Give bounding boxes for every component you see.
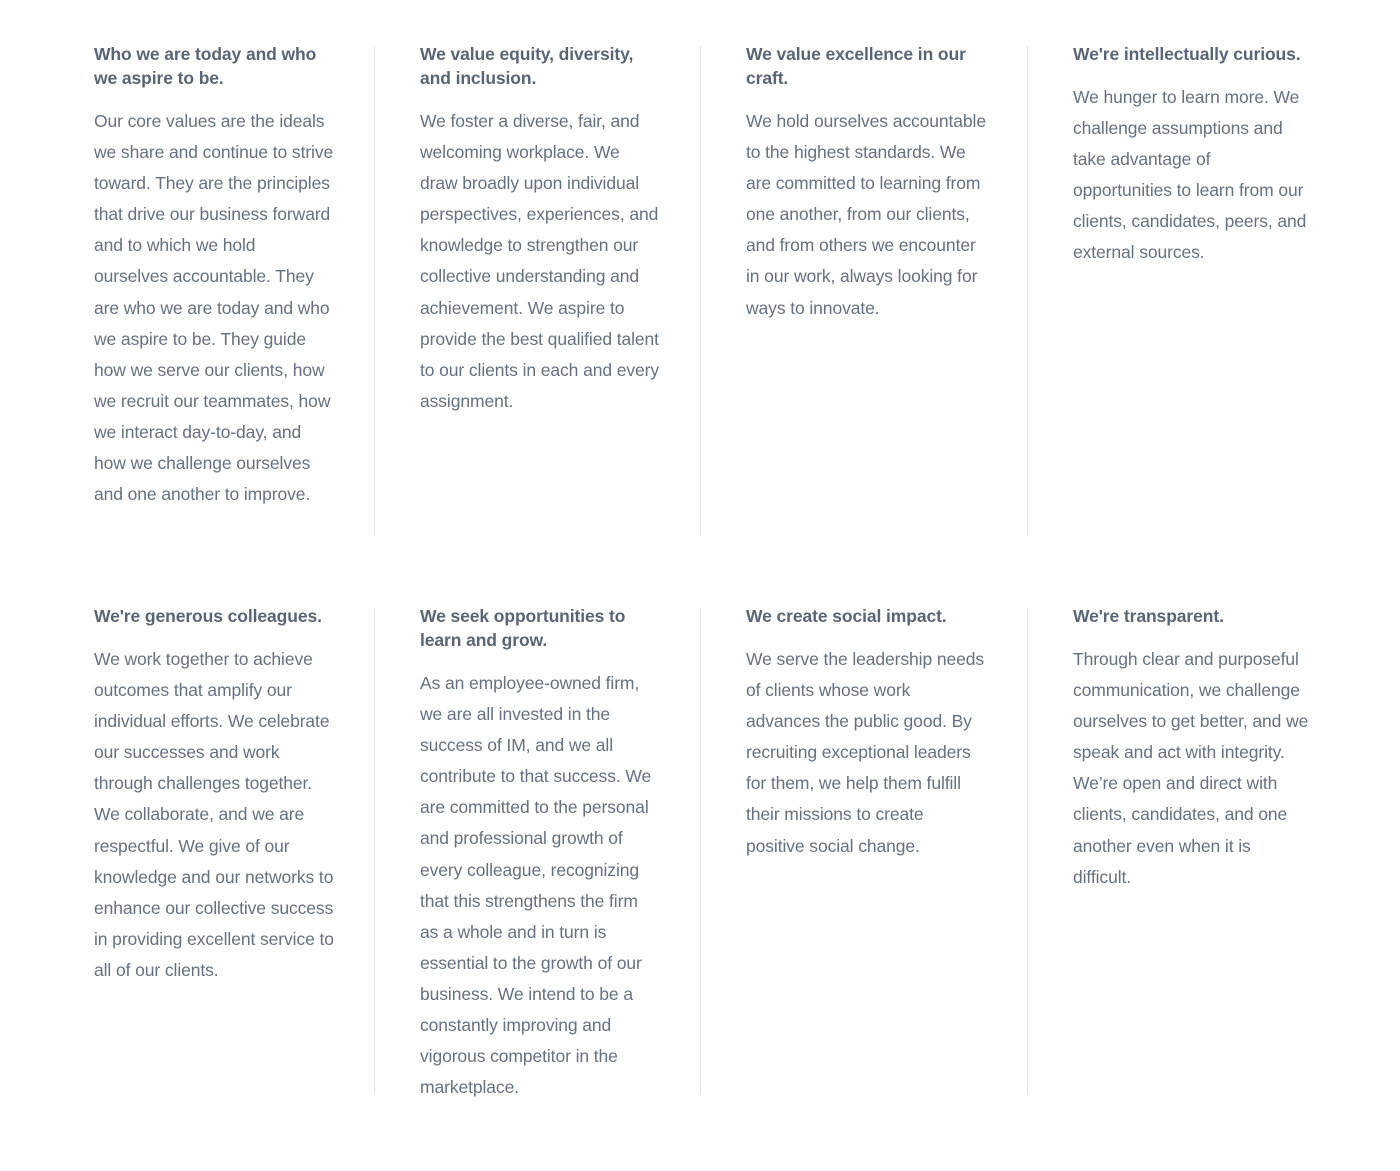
value-card-transparent — [1027, 604, 1354, 893]
value-card-generous-colleagues — [0, 604, 334, 986]
value-card-intellectually-curious — [1027, 42, 1354, 269]
value-description: As an employee-owned firm, we are all invested in the success of IM, and we all contribute to that success. We are committed to the personal and professional growth of every colleague, recognizing that this strengthens the firm as a whole and in turn is essential to the growth of our business. We intend to be a constantly improving and vigorous competitor in the marketplace. — [420, 673, 652, 1098]
value-title: We're generous colleagues. — [94, 606, 322, 626]
value-title: We seek opportunities to learn and grow. — [420, 606, 626, 650]
values-row-2 — [0, 562, 1400, 1171]
value-description: We work together to achieve outcomes that amplify our individual efforts. We celebrate our successes and work through challenges together. We collaborate, and we are respectful. We give of our knowledge and our networks to enhance our collective success in providing excellent service to all of our clients. — [94, 649, 334, 980]
value-title: We value equity, diversity, and inclusion. — [420, 44, 634, 88]
value-card-who-we-are — [0, 42, 334, 510]
value-card-social-impact — [700, 604, 1027, 862]
value-description: We hunger to learn more. We challenge assumptions and take advantage of opportunities to learn from our clients, candidates, peers, and external sources. — [1073, 87, 1307, 263]
value-title: We value excellence in our craft. — [746, 44, 966, 88]
value-description: We hold ourselves accountable to the highest standards. We are committed to learning from one another, from our clients, and from others we encounter in our work, always looking for ways to innovate. — [746, 111, 986, 318]
value-description: Our core values are the ideals we share and continue to strive toward. They are the principles that drive our business forward and to which we hold ourselves accountable. They are who we are today and who we aspire to be. They guide how we serve our clients, how we recruit our teammates, how we interact day-to-day, and how we challenge ourselves and one another to improve. — [94, 111, 334, 505]
values-row-1 — [0, 0, 1400, 562]
value-description: Through clear and purposeful communication, we challenge ourselves to get better, and we speak and act with integrity. We’re open and direct with clients, candidates, and one another even when it is difficult. — [1073, 649, 1309, 887]
value-title: We create social impact. — [746, 606, 947, 626]
value-card-equity-diversity-inclusion — [374, 42, 701, 417]
value-title: Who we are today and who we aspire to be. — [94, 44, 317, 88]
value-card-learn-and-grow — [374, 604, 701, 1103]
value-description: We serve the leadership needs of clients whose work advances the public good. By recruiting exceptional leaders for them, we help them fulfill their missions to create positive social change. — [746, 649, 985, 856]
value-title: We're transparent. — [1073, 606, 1224, 626]
value-description: We foster a diverse, fair, and welcoming workplace. We draw broadly upon individual perspectives, experiences, and knowledge to strengthen our collective understanding and achievement. We aspire to provide the best qualified talent to our clients in each and every assignment. — [420, 111, 660, 411]
value-title: We're intellectually curious. — [1073, 44, 1301, 64]
value-card-excellence — [700, 42, 1027, 324]
